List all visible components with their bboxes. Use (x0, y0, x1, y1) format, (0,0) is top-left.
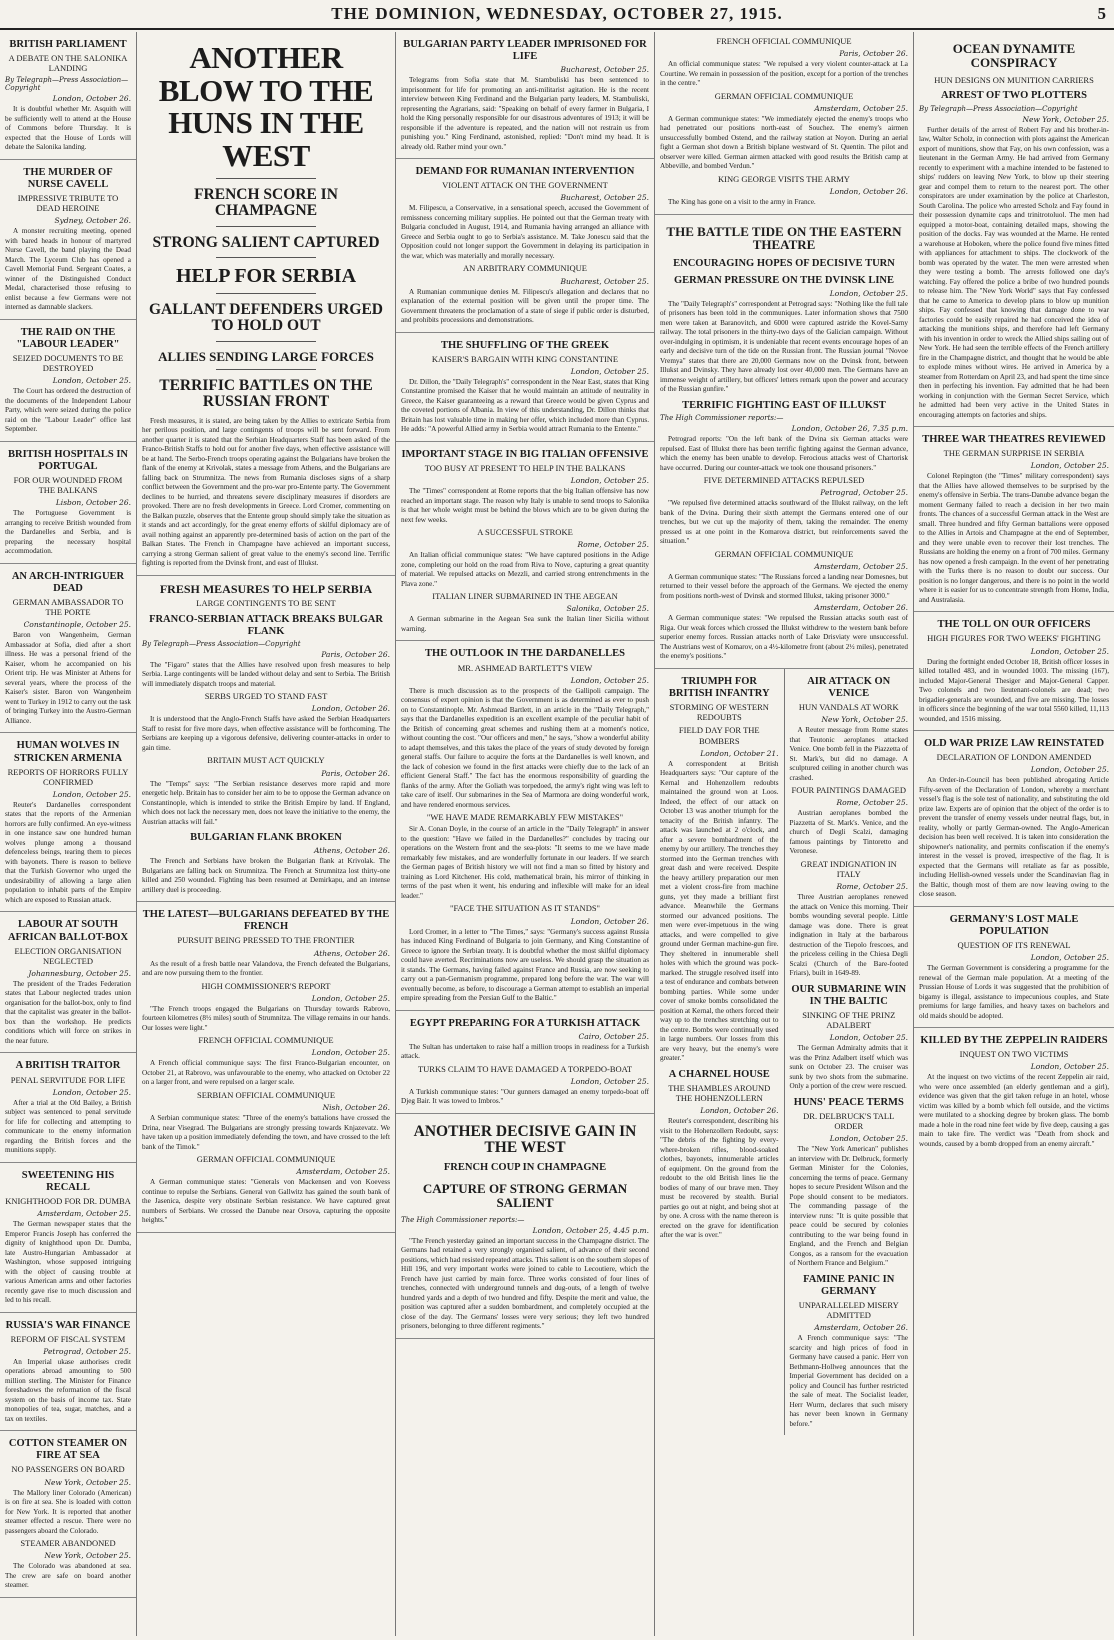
article-body: Further details of the arrest of Robert Fay and his brother-in-law, Walter Scholz, in connection with plots against the American export of munitions, show that Fay, on his own confession, was a lieutenant in the German Army. He had arrived from Germany recently to experiment with a machine intended to be fastened to ships' rudders on leaving New York, to blow up their steering gear and compel them to return to the nearest port. The other conspirators are under examination by the police at Charleston, South Carolina. The police who arrested Scholz and Fay found in their possession dynamite caps and trinitrotoluol. The men had equipped a motor-boat, containing detailed maps, showing the position of the docks. Fay was wounded at the Marne. He rented a warehouse at Hoboken, where the police found five mines fitted with appliances for attachment to ships. The clockwork of the bomb was operated by the water. The men were arrested when they were testing a bomb. The arrests followed one day's watching. Fay offered the police a bribe of two hundred pounds to release him. The "New York World" says that Fay confessed that he came to America to develop plans to blow up munition ships. Fay confessed that knowing that damage done to war factories could be easily repaired he had conceived the idea of attacking the munitions ships, and therefore had left Germany with his invention in order to wreck the Allied ships sailing out of New York. He had seen the terrible effects of the French artillery fire in the Champagne district, and thought that he would be able to explode mines without wires. He arrived in America by a steamer from Rotterdam on April 23, and had spent the time since then in perfecting his invention. Fay admitted that he had been working in conjunction with the German Secret Service, which he admitted had been very active in the United States in encouraging attempts on factories and ships. (919, 125, 1109, 419)
article-south-african-ballot (0, 912, 136, 1053)
article-body: A Serbian communique states: "Three of the enemy's battalions have crossed the Drina, near Visegrad. The Bulgarians are strongly pressing towards Knjazevatz. We have taken up a position immediately defending the town, and have crossed to the left bank of the Timok." (142, 1114, 390, 1151)
article-egypt (396, 1011, 654, 1114)
headline: OLD WAR PRIZE LAW REINSTATED (923, 738, 1105, 750)
dateline: London, October 25. (52, 789, 131, 799)
article-body: Lord Cromer, in a letter to "The Times," says: "Germany's success against Russia has induced King Ferdinand of Bulgaria to join Germany, and King Constantine of Greece to ignore the Serbian treaty. It is doubtful whether the most skilful diplomacy could have averted. Recriminations now are useless. We should grasp the situation as it stands. The Germans, having failed against France and Russia, are now seeking to carry out a pan-Germanism programme, prepared long before the war. The war will eventually become, as before, to discourage a German attempt to establish an imperial empire spreading from the Persian Gulf to the Baltic." (401, 927, 649, 1003)
dateline: London, October 25. (829, 1033, 908, 1043)
dateline: London, October 25. (1030, 646, 1109, 656)
credit-line: By Telegraph—Press Association—Copyright (142, 639, 301, 648)
headline: COTTON STEAMER ON FIRE AT SEA (8, 1438, 128, 1462)
subheadline: SERBIAN OFFICIAL COMMUNIQUE (196, 1089, 336, 1100)
split-section (655, 669, 913, 1435)
subheadline: VIOLENT ATTACK ON THE GOVERNMENT (442, 180, 608, 191)
subheadline: GREAT INDIGNATION IN ITALY (800, 858, 897, 880)
dateline: Paris, October 26. (321, 768, 390, 778)
dateline: London, October 26. (311, 704, 390, 714)
article-body: The French and Serbians have broken the Bulgarian flank at Krivolak. The Bulgarians are falling back on Strumnitza. The French at Strumnitza lost thirty-one killed and 250 wounded. Fighting has been resumed at Demirkapu, and an intense artillery duel is proceeding. (142, 857, 390, 894)
dateline: London, October 25. (52, 1087, 131, 1097)
divider (216, 226, 315, 227)
article-italian-offensive (396, 442, 654, 642)
subheadline: INQUEST ON TWO VICTIMS (959, 1049, 1069, 1060)
dateline: London, October 21. (700, 748, 779, 758)
article-body: M. Filipescu, a Conservative, in a sensational speech, accused the Government of remissness concerning military supplies. He pointed out that the German treaty with Bulgaria concluded in August, 1914, and Rumania having arranged an alliance with Greece and Serbia ought to go to Serbia's assistance. M. Take Jonescu said that the Opposition could not longer support the Government in delaying its participation in the war, which was materially and morally necessary. (401, 204, 649, 260)
dateline: Bucharest, October 25. (560, 276, 649, 286)
dateline: London, October 25. (311, 1048, 390, 1058)
headline: DEMAND FOR RUMANIAN INTERVENTION (415, 166, 635, 178)
headline: AN ARCH-INTRIGUER DEAD (11, 570, 125, 594)
dateline: Paris, October 26. (839, 49, 908, 59)
dateline: London, October 25. (829, 1134, 908, 1144)
subheadline: IMPRESSIVE TRIBUTE TO DEAD HEROINE (17, 193, 119, 214)
subheadline: PENAL SERVITUDE FOR LIFE (10, 1074, 126, 1085)
dateline: New York, October 25. (44, 1551, 131, 1561)
divider (216, 293, 315, 294)
subheadline: REPORTS OF HORRORS FULLY CONFIRMED (7, 766, 129, 787)
article-body: The Colorado was abandoned at sea. The crew are safe on board another steamer. (5, 1562, 131, 1590)
article-body: The King has gone on a visit to the army in France. (668, 198, 816, 207)
article-body: It is understood that the Anglo-French Staffs have asked the Serbian Headquarters Staff to resist for five more days, when effective assistance will be forthcoming. The Serbians are keeping up a vigorous defensive, delivering counter-attacks in order to gain time. (142, 715, 390, 752)
dateline: London, October 25. (829, 288, 908, 298)
article-body: Reuter's Dardanelles correspondent states that the reports of the Armenian horrors are fully confirmed. An eye-witness in one instance saw one hundred human wolves plunge among a thousand defenceless beings, tearing them to pieces with bayonets. There is reason to believe that the Turkish Governor who urged the undesirability of allowing a large alien population to inhabit parts of the Empire which are exposed to Russian attack. (5, 800, 131, 904)
article-body: A correspondent at British Headquarters says: "Our capture of the Kernal and Hohenzollern redoubts maintained the ground won at Loos. Indeed, the effect of our attack on October 13 was another triumph for the tenacity of the British infantry. The attack was launched at 2 o'clock, and after a severe bombardment of the enemy by our artillery. The trenches they stormed into the German trenches with great dash and were received. Despite the heavy artillery preparation our men met a violent cross-fire from machine guns, yet they made a brilliant first advance. Meanwhile the Germans stormed our advanced positions. The men were ever-impetuous in the wing attacks, and were compelled to give ground under German machine-gun fire. They sheltered in innumerable shell holes with which the ground was pock-marked. The struggle resolved itself into a test of endurance and combats between bombing parties. While some under cover of smoke bombs consolidated the position at Kernal, the others forced their way up to the trenches stretching out to the centre. Bombs were continually used in large numbers. Our losses from this are very heavy, but the enemy's were greater." (660, 759, 779, 1063)
headline-deck: STRONG SALIENT CAPTURED (152, 233, 380, 251)
headline-deck: FRENCH SCORE IN CHAMPAGNE (194, 186, 338, 220)
dateline: London, October 25. (570, 366, 649, 376)
article-body: The "Figaro" states that the Allies have resolved upon fresh measures to help Serbia. Large contingents will be landed without delay and sent to Serbia. The British will immediately dispatch troops and material. (142, 660, 390, 688)
article-body: After a trial at the Old Bailey, a British subject was sentenced to penal servitude for life for collecting and attempting to communicate to the enemy information regarding the British forces and the munitions supply. (5, 1098, 131, 1155)
article-body: Baron von Wangenheim, German Ambassador at Sofia, died after a short illness. He was a personal friend of the Kaiser, whom he accompanied on his Orient trip. He was Minister at Athens for several years, where the process of the Kaiser's sister. Baron von Wangenheim went to Turkey in 1912 to carry out the task of bringing Turkey into the Austro-German Alliance. (5, 631, 131, 725)
article-prize-law (914, 731, 1114, 907)
dateline: London, October 26. (829, 187, 908, 197)
article-hospitals-portugal (0, 442, 136, 564)
dateline: Bucharest, October 25. (560, 65, 649, 75)
dateline: New York, October 25. (1022, 114, 1109, 124)
subheadline: PURSUIT BEING PRESSED TO THE FRONTIER (177, 935, 355, 946)
lead-story (137, 32, 395, 576)
article-fresh-measures (137, 576, 395, 903)
dateline: London, October 26, 7.35 p.m. (791, 424, 908, 434)
headline: THREE WAR THEATRES REVIEWED (922, 434, 1106, 446)
subheadline: TOO BUSY AT PRESENT TO HELP IN THE BALKANS (424, 462, 626, 473)
dateline: Petrograd, October 25. (820, 488, 908, 498)
credit-line: The High Commissioner reports:— (660, 414, 784, 423)
headline-deck: ENCOURAGING HOPES OF DECISIVE TURN (673, 257, 895, 269)
headline-deck: ALLIES SENDING LARGE FORCES (158, 348, 374, 364)
subheadline: SEIZED DOCUMENTS TO BE DESTROYED (12, 353, 124, 374)
headline: OCEAN DYNAMITE CONSPIRACY (952, 41, 1076, 70)
article-body: A German communique states: "The Russians forced a landing near Domesnes, but returned to their vessel before the approach of the Germans. We ejected the enemy from positions north-west of Dvinsk and stormed Illukst, taking prisoner 3000." (660, 572, 908, 600)
article-body: A French official communique says: The first Franco-Bulgarian encounter, on October 21, at Rabrovo, was unfavourable to the enemy, who attacked on October 22 on a larger front, and were repulsed on a larger scale. (142, 1059, 390, 1087)
headline: BULGARIAN FLANK BROKEN (190, 832, 342, 844)
dateline: Rome, October 25. (836, 798, 908, 808)
headline: HUNS' PEACE TERMS (793, 1096, 904, 1108)
dateline: London, October 26. (52, 94, 131, 104)
headline: HUMAN WOLVES IN STRICKEN ARMENIA (13, 740, 123, 764)
article-body: Colonel Repington (the "Times" military correspondent) says that the Allies have allowed themselves to be surprised by the enemy's offensive in Serbia. The trans-Danube advance began the moment Germany failed to reach a decision in her two main fronts. The chances of a successful German attack in the West are small. Three hundred and fifty German battalions were opposed to the Allies in Artois and Champagne at the end of September, and they were unable even to recover their lost trenches. The Russians are holding the enemy on a front of 700 miles. Germany has now opened a fresh campaign. In the event of her penetrating with the Turks there is no reason to doubt our success. Our position is no longer dangerous, and there is no point in the world where it is easier for us to concentrate strength from Home, India, and Australasia. (919, 472, 1109, 604)
newspaper-title: THE DOMINION, WEDNESDAY, OCTOBER 27, 1915. (331, 4, 783, 23)
divider (216, 341, 315, 342)
dateline: London, October 25. (1030, 953, 1109, 963)
article-body: A Reuter message from Rome states that Teutonic aeroplanes attacked Venice. One bomb fell in the Piazzetta of St. Mark's, but did no damage. A sculptured ceiling in another church was crashed. (789, 726, 908, 782)
article-venice (785, 669, 914, 1435)
dateline: Nish, October 26. (322, 1103, 390, 1113)
headline: A BRITISH TRAITOR (15, 1060, 121, 1072)
headline-deck: GERMAN PRESSURE ON THE DVINSK LINE (673, 274, 895, 286)
article-stambuliski (396, 32, 654, 159)
article-body: The "Temps" says: "The Serbian resistance deserves more rapid and more energetic help. Britain has to consider her aim to be to oppose the German advance on Constantinople, which is intended to strike the British Empire by land. If England, which does not lack the necessary men, does not leave the initiative to the enemy, the Austrian attacks will fail." (142, 779, 390, 826)
headline: FAMINE PANIC IN GERMANY (803, 1273, 895, 1297)
subheadline: NO PASSENGERS ON BOARD (11, 1464, 125, 1475)
column-5 (914, 32, 1114, 1636)
subheadline: UNPARALLELED MISERY ADMITTED (798, 1299, 899, 1321)
article-male-population (914, 907, 1114, 1028)
headline: BRITISH HOSPITALS IN PORTUGAL (7, 448, 128, 472)
subheadline: HIGH COMMISSIONER'S REPORT (201, 980, 331, 991)
subheadline: ELECTION ORGANISATION NEGLECTED (14, 945, 122, 966)
article-body: The "Daily Telegraph's" correspondent at Petrograd says: "Nothing like the full tale of prisoners has been told in the communiques. Later information shows that 7500 men were taken at Baranovitch, and 6000 were captured astride the Kovel-Sarny railway. The total prisoners in the thirty-two days of the Galician campaign. Without over-indulging in optimism, it is undeniable that recent events encourage hopes of an early and decisive turn of the tide on the Russian front. The Russian journal "Novoe Vremya" states that there are 20,000 Germans now on the Dvinsk front, between Illukst and Dvinsky. They have already lost over 40,000 men. The Germans have an immense weight of artillery, but officers' letters remark upon the power and accuracy of the Russian gunfire." (660, 299, 908, 394)
subheadline: HUN DESIGNS ON MUNITION CARRIERS (934, 75, 1094, 86)
page-number: 5 (1097, 4, 1106, 23)
article-french-communique (655, 32, 913, 215)
article-body: Fresh measures, it is stated, are being taken by the Allies to extricate Serbia from her perilous position, and large contingents of troops will be sent forward. From another quarter it is stated that the Serbian Headquarters Staff has been asked of the Franco-British Staffs to hold out for another five days, when effective assistance will be at hand. The Serbo-French troops operating against the Bulgarians have broken the flank of the enemy at Krivolak, states a message from Athens, and the Bulgarians are falling back on Strumnitza. The news from Rumania discloses signs of a sharp conflict between the Government and the pro-war pro-Entente party. The Government declines to be hurried, and threatens severe disciplinary measures if disorders are provoked. There are no fresh developments in Greece. Lord Cromer, commenting on the Balkan puzzle, observes that the Entente group should simply take the situation as it stands and act accordingly, for the great enemy efforts of skilful diplomacy are of avail nothing against an apparently pre-determined basis of action on the part of the Balkan States. The French in Champagne have achieved an important success, carrying a strong German salient of great value to the enemy's second line. Terrific fighting is reported from the Dvinsk front, and east of Illukst. (142, 416, 390, 568)
subheadline: THE SHAMBLES AROUND THE HOHENZOLLERN (668, 1082, 771, 1104)
article-nurse-cavell (0, 160, 136, 320)
divider (216, 257, 315, 258)
subheadline: ITALIAN LINER SUBMARINED IN THE AEGEAN (432, 591, 618, 602)
subheadline: KNIGHTHOOD FOR DR. DUMBA (5, 1195, 131, 1206)
article-body: The Sultan has undertaken to raise half a million troops in readiness for a Turkish attack. (401, 1042, 649, 1061)
dateline: London, October 25. (52, 376, 131, 386)
headline: BRITISH PARLIAMENT (9, 39, 127, 50)
dateline: Petrograd, October 25. (43, 1346, 131, 1356)
article-body: Dr. Dillon, the "Daily Telegraph's" correspondent in the Near East, states that King Constantine promised the Kaiser that he would maintain an attitude of neutrality in Greece, the Kaiser guaranteeing as a reward that Greece would be given Cyprus and the coveted portions of Albania. In view of this understanding, Dr. Dillon thinks that Britain has lost valuable time in making her offer, which included more than Cyprus. He adds: "A powerful Allied army in Serbia would attract Rumania to the Entente." (401, 377, 649, 434)
dateline: Amsterdam, October 25. (37, 1209, 131, 1218)
article-body: Three Austrian aeroplanes renewed the attack on Venice this morning. Their bombs wounding several people. Little damage was done. There is great indignation in Italy at the barbarous destruction of the Tiepolo frescoes, and the priceless ceiling in the Chiesa Degli Scalzi (Church of the Bare-footed Friars), built in 1649-89. (789, 893, 908, 978)
headline: THE BATTLE TIDE ON THE EASTERN THEATRE (666, 223, 902, 253)
article-officer-toll (914, 612, 1114, 731)
article-arch-intriguer (0, 564, 136, 734)
headline: RUSSIA'S WAR FINANCE (5, 1319, 131, 1331)
dateline: Paris, October 26. (321, 649, 390, 659)
headline: BULGARIAN PARTY LEADER IMPRISONED FOR LIFE (403, 39, 647, 63)
article-labour-leader (0, 320, 136, 442)
article-body: At the inquest on two victims of the recent Zeppelin air raid, who were once assembled (an elderly gentleman and a girl), evidence was given that the girl taken refuge in an hotel, whose victim was killed by a bomb which fell outside, and the victims were mutilated to a shocking degree by broken glass. The bomb made a hole in the road nine feet wide by five deep, causing a gas main to take fire. The verdict was "Death from shock and wounds, caused by a bomb dropped from an enemy aircraft." (919, 1073, 1109, 1148)
article-body: The "Times" correspondent at Rome reports that the big Italian offensive has now reached an important stage. The reason why Italy is unable to send troops to Salonika is that her whole weight must be behind the blows which are to be given during the next few weeks. (401, 487, 649, 524)
subheadline: SINKING OF THE PRINZ ADALBERT (802, 1009, 896, 1031)
article-body: A monster recruiting meeting, opened with bared heads in honour of martyred Nurse Cavell, the band playing the Dead March. The Lyceum Club has opened a Cavell Memorial Fund. Sergeant Coates, a winner of the Distinguished Conduct Medal, characterised those refusing to enlist because a few Germans were not interned as damnable slackers. (5, 227, 131, 312)
subheadline: A SUCCESSFUL STROKE (477, 527, 573, 538)
article-body: A French communique says: "The scarcity and high prices of food in Germany have caused a panic. Herr von Bethmann-Hollweg announces that the Imperial Government has decided on a policy and Council has further restricted the sale of meat. The Socialist leader, Herr Wurm, declares that such misery has never been known in Germany before." (789, 1334, 908, 1428)
headline: KILLED BY THE ZEPPELIN RAIDERS (920, 1035, 1108, 1047)
article-body: A Turkish communique states: "Our gunners damaged an enemy torpedo-boat off Djeg Bair. It was towed to Imbros." (401, 1087, 649, 1106)
subheadline: QUESTION OF ITS RENEWAL (957, 939, 1071, 950)
dateline: London, October 25, 4.45 p.m. (532, 1225, 649, 1235)
article-russia-finance (0, 1313, 136, 1432)
article-body: An Order-in-Council has been published abrogating Article Fifty-seven of the Declaration of London, whereby a merchant vessel's flag is the sole test of nationality, and substituting the old prize law. Experts are of opinion that the object of the order is to prevent the transfer of enemy vessels under neutral flags, but, in reality, wholly or partly German-owned. The Anglo-American decision has been well received. It is taken into consideration the shipowner's nationality, and permits confiscation if the enemy's interest in the vessel is proved, irrespective of the flag. It is expected that the Germans will retaliate as far as possible, including Hellish-owned vessels under the Scandinavian flag in the Baltic, though most of them are now leaving owing to the close season. (919, 776, 1109, 899)
dateline: Athens, October 26. (313, 948, 390, 958)
headline: GERMANY'S LOST MALE POPULATION (949, 913, 1079, 937)
article-greek (396, 333, 654, 442)
subheadline: A DEBATE ON THE SALONIKA LANDING (8, 53, 128, 74)
subheadline: FRENCH OFFICIAL COMMUNIQUE (198, 1035, 334, 1046)
headline-deck: GALLANT DEFENDERS URGED TO HOLD OUT (149, 300, 383, 335)
headline: THE OUTLOOK IN THE DARDANELLES (425, 648, 625, 660)
column-1 (0, 32, 137, 1636)
article-bulgarians-defeated (137, 902, 395, 1233)
article-body: Sir A. Conan Doyle, in the course of an article in the "Daily Telegraph" in answer to the question: "Have we failed in the Dardanelles?" concludes by tracing our operations on the Western front and the sea-plots: "It seems to me we have made remarkably few mistakes, and are wonderfully fortunate in our leaders. If we search the German pages of British history we will not find a man so fitted by history and training as Lord Kitchener. His cold, mathematical brain, his mirror of thinking in terms of the past when it went, his enduring and inflexible will make for an ideal leader." (401, 825, 649, 900)
subheadline: AN ARBITRARY COMMUNIQUE (463, 263, 587, 274)
subheadline: HUN VANDALS AT WORK (798, 702, 899, 713)
headline: FRANCO-SERBIAN ATTACK BREAKS BULGAR FLANK (149, 613, 383, 637)
article-body: "The French yesterday gained an important success in the Champagne district. The Germans had retained a very strongly organised salient, of advance of their second positions, which had resisted repeated attacks. This salient is on the southern slopes of Hill 196, and very important works were joined to cable to Lecoutiere, which the French have just carried by main force. Three works consisted of four lines of trenches, connected with underground tunnels and dug-outs, of a length of twelve hundred yards and a depth of two hundred and fifty. Despite the merit and value, the position was captured after a sudden bombardment, and completely occupied at the close of the day. The Germans' losses were very serious; they left two hundred prisoners, belonging to three different regiments." (401, 1236, 649, 1331)
dateline: Johannesburg, October 25. (28, 968, 131, 978)
article-body: Petrograd reports: "On the left bank of the Dvina six German attacks were repulsed. East of Illukst there has been terrific fighting against the German advance, which the enemy has been unable to develop. Ferocious attacks west of Chartorisk have occurred. During our counter-attack we took one thousand prisoners." (660, 435, 908, 472)
dateline: London, October 26. (700, 1106, 779, 1116)
article-body: An official communique states: "We repulsed a very violent counter-attack at La Courtine. We remain in possession of the position, except for a portion of the trenches in the centre." (660, 60, 908, 88)
main-headline: ANOTHER BLOW TO THE HUNS IN THE WEST (158, 40, 374, 173)
subheadline: FRENCH OFFICIAL COMMUNIQUE (716, 36, 852, 46)
article-war-theatres (914, 427, 1114, 612)
article-cotton-steamer (0, 1431, 136, 1598)
dateline: New York, October 25. (44, 1477, 131, 1487)
credit-line: By Telegraph—Press Association—Copyright (919, 104, 1078, 113)
article-british-infantry (655, 669, 784, 1247)
article-body: The "New York American" publishes an interview with Dr. Delbruck, formerly German Minister for the Colonies, concerning the terms of peace. Germany hopes to secure President Wilson and the Pope should consent to be mediators. The commanding passage of the interview runs: "It is quite possible that peace could be secured by colonies contributing to the war being found in England, and the French and Belgian Congos, as a ransom for the evacuation of Northern France and Belgium." (789, 1145, 908, 1268)
headline: THE MURDER OF NURSE CAVELL (23, 166, 113, 190)
subheadline: LARGE CONTINGENTS TO BE SENT (196, 598, 336, 609)
headline: THE TOLL ON OUR OFFICERS (937, 619, 1091, 631)
subheadline: "FACE THE SITUATION AS IT STANDS" (449, 903, 601, 914)
article-body: A Rumanian communique denies M. Filipescu's allegation and declares that no explanation of the external position will be given until the proper time. The Government threatens the proclamation of a state of siege if public order is disturbed, and prohibits processions and demonstrations. (401, 287, 649, 325)
article-decisive-gain (396, 1114, 654, 1339)
credit-line: By Telegraph—Press Association—Copyright (5, 76, 129, 93)
subheadline: FIELD DAY FOR THE BOMBERS (678, 725, 760, 746)
headline: THE SHUFFLING OF THE GREEK (440, 339, 610, 351)
headline: THE RAID ON THE "LABOUR LEADER" (16, 326, 120, 350)
article-body: An Italian official communique states: "We have captured positions in the Adige zone, completing our hold on the road from Riva to Nove, capturing a great quantity of material. We repulsed attacks on Mezzli, and carried strong entrenchments in the Plava zone." (401, 551, 649, 588)
subheadline: GERMAN OFFICIAL COMMUNIQUE (196, 1154, 336, 1165)
dateline: New York, October 25. (821, 715, 908, 725)
article-body: The Portuguese Government is arranging to receive British wounded from the Dardanelles and Serbia, and is preparing the necessary hospital accommodation. (5, 509, 131, 556)
dateline: London, October 25. (1030, 765, 1109, 775)
subheadline: DECLARATION OF LONDON AMENDED (936, 752, 1092, 763)
article-body: Telegrams from Sofia state that M. Stambuliski has been sentenced to imprisonment for life for promoting an anti-militarist agitation. He is the recent interview between King Ferdinand and the Bulgarian party leaders, M. Stambuliski, representing the Agrarians, said: "Speaking on behalf of every farmer in Bulgaria, I hold the King personally responsible for our disastrous adventures of 1913; it will be responsible if the adventure is repeated, and the nation will not restrain us from punishing you." King Ferdinand, astonished, replied: "Don't mind my head. It is already old. Rather mind your own." (401, 76, 649, 151)
article-body: There is much discussion as to the prospects of the Gallipoli campaign. The consensus of expert opinion is that the Government is as determined as ever to push on to Constantinople. Mr. Ashmead Bartlett, in an article in the "Daily Telegraph," says that the Dardanelles expedition is an excellent example of the peculiar habit of the British of concerning great schemes and rushing them at a moment's notice, without counting the cost. "Our officers and men," he says, "show a wonderful ability to adapt themselves, and this takes the place of the years of study devoted by foreign general staffs. Our failure to acquire the forts at the Dardanelles is well known, and the lack of cohesion we found in the first attacks were chiefly due to the lack of an efficient General Staff." The fact has the enormous responsibility of guarding the flanks of the army. After the Goliath was torpedoed, the army's right wing was left to take care of itself. Our submarines in the Sea of Marmora are doing wonderful work, and have rendered enormous services. (401, 686, 649, 809)
headline: IMPORTANT STAGE IN BIG ITALIAN OFFENSIVE (401, 448, 649, 460)
subheadline: FIVE DETERMINED ATTACKS REPULSED (703, 475, 865, 486)
headline: LABOUR AT SOUTH AFRICAN BALLOT-BOX (7, 919, 129, 943)
dateline: Rome, October 25. (577, 540, 649, 550)
article-body: The president of the Trades Federation states that Labour neglected trades union organisation for the ballot-box, only to find that the capitalist was greater in the ballot-box than the workshop. He predicts conditions which will force on strikes in the near future. (5, 979, 131, 1045)
split-right (785, 669, 914, 1435)
subheadline: REFORM OF FISCAL SYSTEM (10, 1333, 126, 1344)
headline: A CHARNEL HOUSE (668, 1068, 770, 1080)
article-british-parliament (0, 32, 136, 160)
headline: AIR ATTACK ON VENICE (807, 675, 891, 699)
article-body: A German communique states: "We immediately ejected the enemy's troops who had penetrated our positions north-east of Souchez. The enemy's airmen unsuccessfully bombed Ostend, and the railway station at Noyon. During an aerial fight a German shot down a British biplane westward of St. Quentin. The pilot and observer were killed. German airmen attacked with good results the British camp at Abbeville, and bombed Verdun." (660, 114, 908, 171)
article-body: A German communique states: "Generals von Mackensen and von Koevess continue to repulse the Serbians. General von Gallwitz has gained the south bank of the Jasenica, despite very obstinate Serbian resistance. We have captured great numbers of Serbians. We crossed the Danube near Orsova, capturing the opposite heights." (142, 1178, 390, 1225)
headline-deck: ARREST OF TWO PLOTTERS (941, 90, 1087, 102)
subheadline: HIGH FIGURES FOR TWO WEEKS' FIGHTING (927, 633, 1101, 644)
subheadline: SERBS URGED TO STAND FAST (204, 691, 328, 702)
subheadline: DR. DELBRUCK'S TALL ORDER (803, 1110, 895, 1132)
article-rumania (396, 159, 654, 332)
article-armenia (0, 733, 136, 912)
article-body: The Court has ordered the destruction of the documents of the Independent Labour Party, which were seized during the police raid on the "Labour Leader" office last September. (5, 387, 131, 434)
subheadline: STORMING OF WESTERN REDOUBTS (669, 702, 769, 723)
dateline: Amsterdam, October 25. (296, 1167, 390, 1177)
credit-line: The High Commissioner reports:— (401, 1215, 525, 1224)
subheadline: KAISER'S BARGAIN WITH KING CONSTANTINE (431, 353, 619, 364)
headline: SWEETENING HIS RECALL (21, 1169, 115, 1193)
headline-deck: TERRIFIC BATTLES ON THE RUSSIAN FRONT (159, 377, 373, 411)
headline: FRESH MEASURES TO HELP SERBIA (159, 581, 373, 596)
dateline: Lisbon, October 26. (55, 498, 131, 508)
article-body: "We repulsed five determined attacks southward of the Illukst railway, on the left bank of the Dvina. During their sixth attempt the Germans entered one of our trenches, but we cut up the majority of them, taking the remainder. The enemy pressed us at one point in the Komarova district, but reinforcements saved the situation." (660, 499, 908, 546)
article-ocean-dynamite (914, 32, 1114, 427)
article-body: The German Government is considering a programme for the renewal of the German male population. At a meeting of the Prussian House of Lords it was suggested that the prohibition of bigamy is illegal, assistance to impecunious couples, and State premiums for large families, and heavy taxes on bachelors and old maids should be adopted. (919, 964, 1109, 1020)
subheadline: TURKS CLAIM TO HAVE DAMAGED A TORPEDO-BOAT (417, 1063, 633, 1074)
dateline: Amsterdam, October 25. (814, 561, 908, 571)
headline: EGYPT PREPARING FOR A TURKISH ATTACK (409, 1017, 641, 1029)
subheadline: BRITAIN MUST ACT QUICKLY (207, 755, 325, 766)
dateline: London, October 25. (311, 993, 390, 1003)
subheadline: "WE HAVE MADE REMARKABLY FEW MISTAKES" (426, 812, 624, 823)
divider (216, 178, 315, 179)
article-body: It is doubtful whether Mr. Asquith will be sufficiently well to attend at the House of Commons before Thursday. It is expected that the House of Lords will debate the Salonika landing. (5, 105, 131, 152)
split-left (655, 669, 785, 1435)
subheadline: MR. ASHMEAD BARTLETT'S VIEW (457, 662, 593, 673)
dateline: Athens, October 26. (313, 846, 390, 856)
subheadline: FOUR PAINTINGS DAMAGED (791, 785, 906, 796)
headline-deck: FRENCH COUP IN CHAMPAGNE (443, 1162, 607, 1174)
article-body: During the fortnight ended October 18, British officer losses in killed totalled 483, and in wounded 1003. The missing (167), included Major-General Thesiger and Major-General Capper. Two colonels and two lieutenant-colonels are dead; two brigadier-generals are wounded, and five are missing. The losses in officers since the beginning of the war total 5560 killed, 11,113 wounded, and 1516 missing. (919, 657, 1109, 723)
article-dardanelles (396, 641, 654, 1010)
article-body: An Imperial ukase authorises credit operations abroad amounting to 500 million sterling. The Minister for Finance foreshadows the reformation of the fiscal system on the basis of income tax. State monopolies of tea, sugar, matches, and a tax on textiles. (5, 1357, 131, 1423)
dateline: Cairo, October 25. (578, 1031, 649, 1041)
subheadline: GERMAN OFFICIAL COMMUNIQUE (714, 90, 854, 101)
headline: ANOTHER DECISIVE GAIN IN THE WEST (413, 1122, 637, 1157)
headline-deck: CAPTURE OF STRONG GERMAN SALIENT (422, 1181, 628, 1211)
dateline: Sydney, October 26. (54, 216, 131, 226)
dateline: London, October 25. (570, 675, 649, 685)
headline: TRIUMPH FOR BRITISH INFANTRY (668, 675, 770, 699)
dateline: London, October 25. (1030, 461, 1109, 471)
article-dumba (0, 1163, 136, 1313)
subheadline: STEAMER ABANDONED (20, 1538, 116, 1549)
headline: OUR SUBMARINE WIN IN THE BALTIC (791, 983, 907, 1007)
subheadline: GERMAN OFFICIAL COMMUNIQUE (714, 548, 854, 559)
dateline: London, October 25. (570, 1076, 649, 1086)
article-body: Reuter's correspondent, describing his visit to the Hohenzollern Redoubt, says: "The debris of the fighting by every-where-broken rifles, blood-soaked clothes, bayonets, innumerable articles of equipment. On the ground from the redoubt to the old British lines lie the bodies of many of our brave men. They must be recovered by stealth. Burial parties go out at night, and being shot at by one. A cross with the name thereon is erected on the grave for identification after the war is over." (660, 1117, 779, 1240)
column-2 (137, 32, 396, 1636)
article-body: As the result of a fresh battle near Valandova, the French defeated the Bulgarians, and are now pursuing them to the frontier. (142, 959, 390, 978)
headline-deck: HELP FOR SERBIA (175, 264, 357, 287)
divider (216, 369, 315, 370)
dateline: London, October 25. (570, 476, 649, 486)
dateline: London, October 26. (570, 916, 649, 926)
article-body: A German submarine in the Aegean Sea sunk the Italian liner Sicilia without warning. (401, 615, 649, 633)
article-body: The Mallory liner Colorado (American) is on fire at sea. She is loaded with cotton for New York. It is reported that another steamer effected a rescue. There were no passengers aboard the Colorado. (5, 1488, 131, 1535)
article-body: "The French troops engaged the Bulgarians on Thursday towards Rabrovo, fourteen kilometres (8½ miles) south of Strumnitza. The village remains in our hands. Our losses were light." (142, 1004, 390, 1032)
column-4 (655, 32, 914, 1636)
subheadline: FOR OUR WOUNDED FROM THE BALKANS (13, 475, 123, 496)
dateline: Bucharest, October 25. (560, 193, 649, 203)
column-3 (396, 32, 655, 1636)
article-body: The German Admiralty admits that it was the Prinz Adalbert itself which was sunk on October 23. The cruiser was sunk by two shots from the submarine. Only a portion of the crew were rescued. (789, 1044, 908, 1091)
article-body: The German newspaper states that the Emperor Francis Joseph has conferred the dignity of knighthood upon Dr. Dumba, late Austro-Hungarian Ambassador at Washington, whose supposed intriguing with the object of causing trouble at various American arms and other factories recently gave rise to much discussion and led to his recall. (5, 1220, 131, 1304)
subheadline: GERMAN AMBASSADOR TO THE PORTE (12, 597, 124, 618)
article-body: A German communique states: "We repulsed the Russian attacks south east of Riga. Our weak forces which crossed the Illukst withdrew to the western bank before superior enemy forces. Russian attacks north of Lake Drisviaty were unsuccessful. The Austrians west of Komarov, on a 4½-kilometre front (about 2½ miles), penetrated the enemy's positions." (660, 614, 908, 661)
dateline: Salonika, October 25. (566, 604, 649, 614)
dateline: London, October 25. (1030, 1062, 1109, 1072)
masthead (0, 0, 1114, 30)
article-eastern-theatre (655, 215, 913, 669)
article-zeppelin (914, 1028, 1114, 1155)
headline: TERRIFIC FIGHTING EAST OF ILLUKST (682, 399, 886, 411)
dateline: Amsterdam, October 25. (814, 103, 908, 113)
dateline: Amsterdam, October 26. (814, 603, 908, 613)
article-body: Austrian aeroplanes bombed the Piazzetta of St. Mark's. Venice, and the church of Degli Scalzi, damaging famous paintings by Tintoretto and Veronese. (789, 809, 908, 856)
dateline: Constantinople, October 25. (23, 620, 131, 630)
subheadline: KING GEORGE VISITS THE ARMY (718, 173, 850, 184)
article-british-traitor (0, 1053, 136, 1162)
dateline: Rome, October 25. (836, 882, 908, 892)
subheadline: THE GERMAN SURPRISE IN SERBIA (943, 448, 1085, 459)
headline: THE LATEST—BULGARIANS DEFEATED BY THE FRENCH (142, 909, 390, 933)
dateline: Amsterdam, October 26. (814, 1323, 908, 1333)
